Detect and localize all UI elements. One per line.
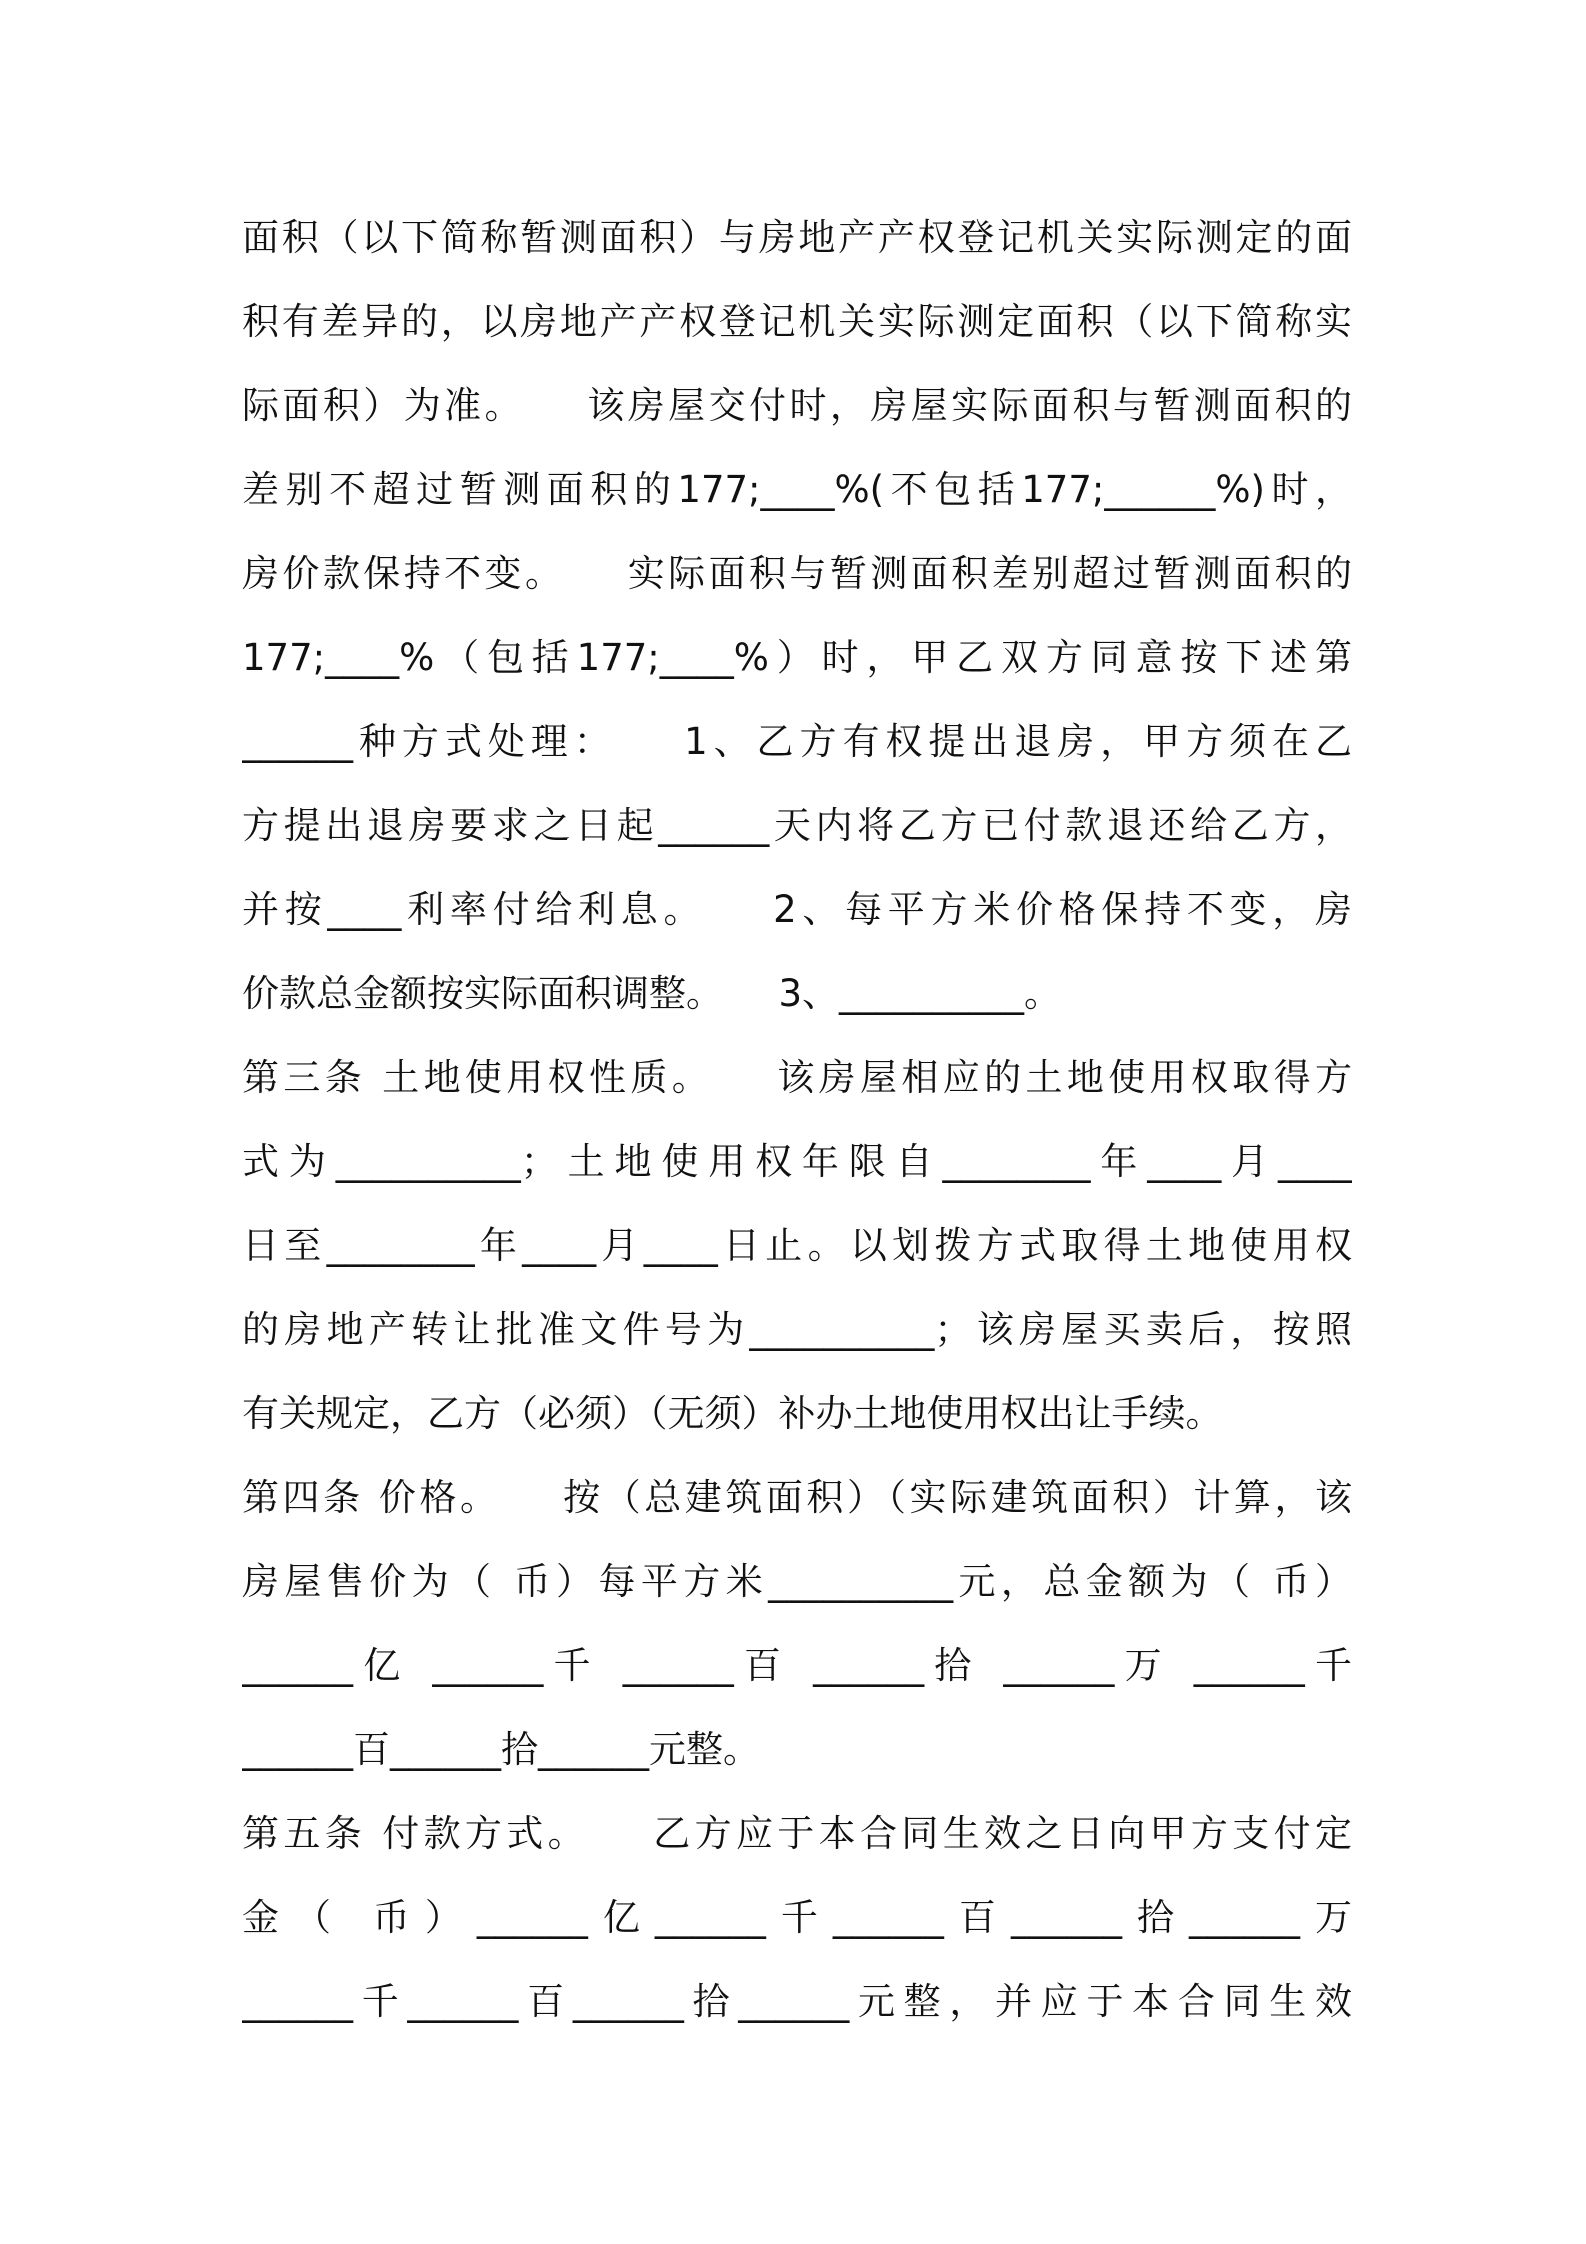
- contract-body: [242, 196, 1352, 2044]
- text-line-17: 房屋售价为（ 币）每平方米__________元，总金额为（ 币）: [242, 1560, 1352, 1603]
- section-3-heading-line: 第三条 土地使用权性质。 该房屋相应的土地使用权取得方: [242, 1056, 1352, 1099]
- text-line-9: 并按____利率付给利息。 2、每平方米价格保持不变，房: [242, 888, 1352, 931]
- text-line-6: 177;____%（包括177;____%）时，甲乙双方同意按下述第: [242, 636, 1352, 679]
- text-line-2: 积有差异的，以房地产产权登记机关实际测定面积（以下简称实: [242, 300, 1352, 343]
- text-line-21: 金（ 币）______亿______千______百______拾______万: [242, 1896, 1352, 1939]
- text-line-15: 有关规定，乙方（必须）（无须）补办土地使用权出让手续。: [242, 1392, 1223, 1435]
- text-line-1: 面积（以下简称暂测面积）与房地产产权登记机关实际测定的面: [242, 216, 1352, 259]
- text-line-7: ______种方式处理： 1、乙方有权提出退房，甲方须在乙: [242, 720, 1352, 763]
- text-line-18: ______亿 ______千 ______百 ______拾 ______万 ______千: [242, 1644, 1352, 1687]
- text-line-8: 方提出退房要求之日起______天内将乙方已付款退还给乙方，: [242, 804, 1352, 847]
- section-5-heading-line: 第五条 付款方式。 乙方应于本合同生效之日向甲方支付定: [242, 1812, 1352, 1855]
- text-line-22: ______千______百______拾______元整，并应于本合同生效: [242, 1980, 1352, 2023]
- text-line-3: 际面积）为准。 该房屋交付时，房屋实际面积与暂测面积的: [242, 384, 1352, 427]
- text-line-4: 差别不超过暂测面积的177;____%(不包括177;______%)时，: [242, 468, 1352, 511]
- text-line-14: 的房地产转让批准文件号为__________；该房屋买卖后，按照: [242, 1308, 1352, 1351]
- text-line-10: 价款总金额按实际面积调整。 3、__________。: [242, 972, 1062, 1015]
- text-line-5: 房价款保持不变。 实际面积与暂测面积差别超过暂测面积的: [242, 552, 1352, 595]
- section-4-heading-line: 第四条 价格。 按（总建筑面积）（实际建筑面积）计算，该: [242, 1476, 1352, 1519]
- text-line-13: 日至________年____月____日止。以划拨方式取得土地使用权: [242, 1224, 1352, 1267]
- text-line-19: ______百______拾______元整。: [242, 1728, 760, 1771]
- text-line-12: 式为__________；土地使用权年限自________年____月____: [242, 1140, 1352, 1183]
